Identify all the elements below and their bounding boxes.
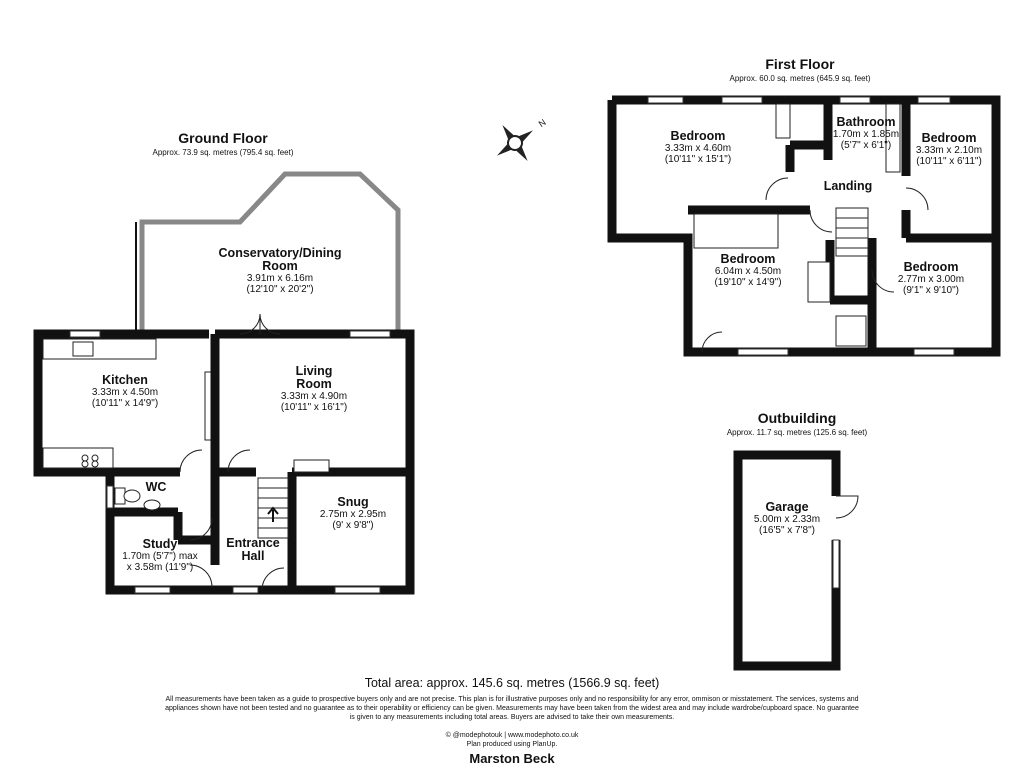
room-imperial: (12'10" x 20'2") bbox=[246, 284, 314, 295]
disclaimer-text: All measurements have been taken as a guide to prospective buyers only and are not precise. This plan is for illustrative purposes only and no responsibility for any error, ommison or misstatement. The services, systems and appliances shown have not been tested and no guarantee as to their operability or efficiency can be given. Measurements may have been taken from the widest area and may include wardrobe/cupboard space. No guarantee is given to any measurements including total areas. Buyers are advised to take their own measurements. bbox=[165, 696, 859, 721]
credit-block bbox=[446, 731, 579, 749]
room-imperial: (19'10" x 14'9") bbox=[714, 277, 782, 288]
room-metric: 3.33m x 4.60m bbox=[664, 143, 732, 154]
first-floor-area: Approx. 60.0 sq. metres (645.9 sq. feet) bbox=[729, 74, 871, 83]
room-name: Garage bbox=[765, 500, 809, 514]
room-name: WC bbox=[145, 480, 167, 494]
room-kitchen bbox=[92, 374, 158, 409]
room-name: Bathroom bbox=[836, 115, 896, 129]
plan-credit-line: Plan produced using PlanUp. bbox=[466, 741, 558, 748]
room-bedroom-1 bbox=[665, 130, 731, 165]
room-metric: 5.00m x 2.33m bbox=[753, 514, 821, 525]
room-name: Snug bbox=[337, 495, 369, 509]
room-bathroom bbox=[833, 116, 899, 151]
first-floor-header bbox=[730, 56, 871, 83]
room-name: Conservatory/Dining bbox=[218, 246, 342, 260]
room-name: Entrance bbox=[226, 536, 280, 550]
room-wc bbox=[146, 481, 167, 494]
room-imperial: (10'11" x 6'11") bbox=[916, 156, 982, 167]
room-name: Kitchen bbox=[102, 373, 148, 387]
kitchen-counter-bottom bbox=[43, 448, 113, 468]
room-bedroom-2 bbox=[916, 132, 982, 167]
room-metric: 1.70m (5'7") max bbox=[122, 551, 198, 562]
room-metric: 2.77m x 3.00m bbox=[897, 274, 965, 285]
room-imperial: (10'11" x 14'9") bbox=[91, 398, 159, 409]
room-metric: 2.75m x 2.95m bbox=[319, 509, 387, 520]
room-metric: 3.33m x 2.10m bbox=[915, 145, 983, 156]
room-name: Bedroom bbox=[903, 260, 959, 274]
room-metric: 3.33m x 4.50m bbox=[91, 387, 159, 398]
chimney-block bbox=[294, 460, 329, 472]
room-imperial: (10'11" x 15'1") bbox=[664, 154, 732, 165]
room-snug bbox=[320, 496, 386, 531]
room-imperial: (5'7" x 6'1") bbox=[840, 140, 892, 151]
property-name: Marston Beck bbox=[469, 751, 555, 766]
room-entrance-hall bbox=[226, 537, 280, 563]
room-name: Bedroom bbox=[670, 129, 726, 143]
room-landing bbox=[824, 180, 873, 193]
room-name: Living bbox=[295, 364, 333, 378]
room-metric: 3.91m x 6.16m bbox=[246, 273, 314, 284]
room-name-line2: Hall bbox=[241, 549, 265, 563]
total-area: Total area: approx. 145.6 sq. metres (1566.9 sq. feet) bbox=[364, 676, 660, 690]
room-imperial: (10'11" x 16'1") bbox=[280, 402, 348, 413]
stairs-first bbox=[836, 208, 868, 256]
room-imperial: (9'1" x 9'10") bbox=[903, 285, 959, 296]
living-walls bbox=[215, 334, 256, 472]
room-metric: 1.70m x 1.85m bbox=[832, 129, 900, 140]
room-garage bbox=[754, 501, 820, 536]
ground-floor-title: Ground Floor bbox=[178, 130, 268, 146]
stairs-ground bbox=[258, 478, 288, 538]
kitchen-counter-top bbox=[43, 339, 156, 359]
room-name: Study bbox=[142, 537, 178, 551]
room-name: Bedroom bbox=[921, 131, 977, 145]
ground-floor-area: Approx. 73.9 sq. metres (795.4 sq. feet) bbox=[152, 148, 294, 157]
outbuilding-header bbox=[727, 410, 867, 437]
room-bedroom-4 bbox=[898, 261, 964, 296]
room-imperial: x 3.58m (11'9") bbox=[126, 562, 194, 573]
room-metric: 6.04m x 4.50m bbox=[714, 266, 782, 277]
room-living bbox=[281, 365, 347, 413]
room-imperial: (16'5" x 7'8") bbox=[759, 525, 815, 536]
room-metric: 3.33m x 4.90m bbox=[280, 391, 348, 402]
room-conservatory bbox=[219, 247, 342, 295]
outbuilding-title: Outbuilding bbox=[757, 410, 837, 426]
room-name: Landing bbox=[823, 179, 873, 193]
outbuilding-area: Approx. 11.7 sq. metres (125.6 sq. feet) bbox=[726, 428, 868, 437]
room-name: Bedroom bbox=[720, 252, 776, 266]
room-name-line2: Room bbox=[262, 259, 298, 273]
credit-line: © @modephotouk | www.modephoto.co.uk bbox=[445, 732, 579, 739]
outbuilding-plan bbox=[738, 455, 858, 666]
room-name-line2: Room bbox=[296, 377, 332, 391]
first-floor-title: First Floor bbox=[765, 56, 835, 72]
ground-floor-header bbox=[153, 130, 294, 157]
room-study bbox=[122, 538, 197, 573]
room-bedroom-3 bbox=[714, 253, 781, 288]
compass-north-letter: N bbox=[536, 117, 548, 129]
shower-icon bbox=[836, 316, 866, 346]
room-imperial: (9' x 9'8") bbox=[332, 520, 374, 531]
sink-icon bbox=[73, 342, 93, 356]
